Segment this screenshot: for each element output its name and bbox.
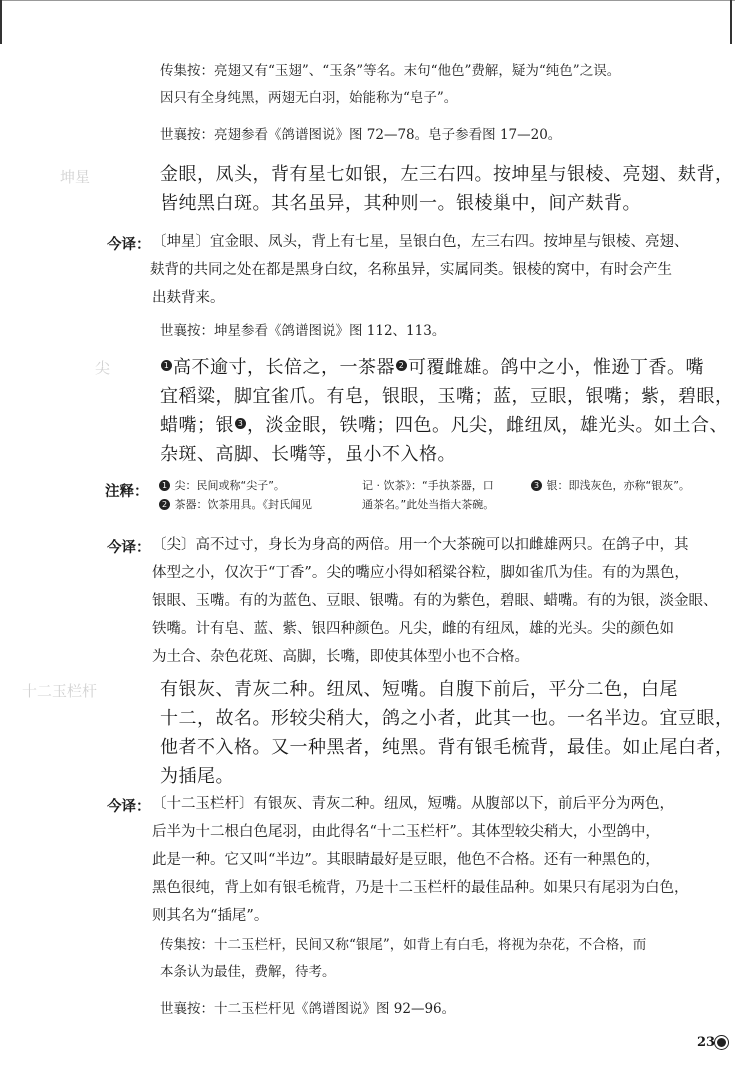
translation-line: 黑色很纯，背上如有银毛梳背，乃是十二玉栏杆的最佳品种。如果只有尾羽为白色， <box>152 880 689 896</box>
footnote-marker: 3 <box>235 418 246 429</box>
footnote-2-continued: 通茶名。”此处当指大茶碗。 <box>362 498 495 511</box>
translation-line: 体型之小，仅次于“丁香”。尖的嘴应小得如稻粱谷粒，脚如雀爪为佳。有的为黑色， <box>152 565 689 581</box>
translation-line: 〔尖〕高不过寸，身长为身高的两倍。用一个大茶碗可以扣雌雄两只。在鸽子中，其 <box>152 537 689 553</box>
original-line: 为插尾。 <box>160 766 234 787</box>
original-text-shier-yulangan <box>160 675 734 791</box>
translation-line: 〔坤星〕宜金眼、凤头，背上有七星，呈银白色，左三右四。按坤星与银棱、亮翅、 <box>152 234 689 250</box>
original-line: 皆纯黑白斑。其名虽异，其种则一。银棱巢中，间产麸背。 <box>160 193 641 214</box>
translation-line: 银眼、玉嘴。有的为蓝色、豆眼、银嘴。有的为紫色，碧眼、蜡嘴。有的为银，淡金眼、 <box>152 593 718 609</box>
original-text-jian <box>160 353 734 469</box>
translation-lead: 今译： <box>107 236 151 253</box>
page-top-border <box>0 0 735 1</box>
original-line: 他者不入格。又一种黑者，纯黑。背有银毛梳背，最佳。如止尾白者， <box>160 737 734 758</box>
original-line: 十二，故名。形较尖稍大，鸽之小者，此其一也。一名半边。宜豆眼， <box>160 708 734 729</box>
translation-line: 此是一种。它又叫“半边”。其眼睛最好是豆眼，他色不合格。还有一种黑色的， <box>152 852 660 868</box>
original-line: 金眼，凤头，背有星七如银，左三右四。按坤星与银棱、亮翅、麸背， <box>160 164 734 185</box>
commentary-shixiang-liangchi: 世襄按：亮翅参看《鸽谱图说》图 72—78。皂子参看图 17—20。 <box>160 127 562 143</box>
commentary-line: 传集按：亮翅又有“玉翅”、“玉条”等名。末句“他色”费解，疑为“纯色”之误。 <box>160 63 621 79</box>
commentary-shixiang-kunxing: 世襄按：坤星参看《鸽谱图说》图 112、113。 <box>160 323 446 339</box>
commentary-line: 本条认为最佳，费解，待考。 <box>160 964 336 980</box>
footnote-2-continued: 记 · 饮茶》：“手执茶器，口 <box>362 479 494 492</box>
original-line: 1 高不逾寸，长倍之，一茶器 2 可覆雌雄。鸽中之小，惟逊丁香。嘴 <box>160 353 734 382</box>
commentary-line: 因只有全身纯黑，两翅无白羽，始能称为“皂子”。 <box>160 90 458 106</box>
footnote-2: 2 茶器：饮茶用具。《封氏闻见 <box>158 496 312 514</box>
commentary-line: 传集按：十二玉栏杆，民间又称“银尾”，如背上有白毛，将视为杂花，不合格，而 <box>160 937 647 953</box>
original-line: 有银灰、青灰二种。纽凤、短嘴。自腹下前后，平分二色，白尾 <box>160 679 678 700</box>
translation-line: 后半为十二根白色尾羽，由此得名“十二玉栏杆”。其体型较尖稍大，小型鸽中， <box>152 824 660 840</box>
translation-line: 铁嘴。计有皂、蓝、紫、银四种颜色。凡尖，雌的有纽凤，雄的光头。尖的颜色如 <box>152 621 674 637</box>
footnote-marker: 1 <box>159 480 170 491</box>
commentary-shixiang-shier-yulangan: 世襄按：十二玉栏杆见《鸽谱图说》图 92—96。 <box>160 1001 456 1017</box>
footnote-marker: 3 <box>531 480 542 491</box>
footnote-marker: 1 <box>161 360 172 371</box>
translation-shier-yulangan <box>152 790 689 930</box>
commentary-chuanji-liangchi <box>160 58 620 112</box>
margin-heading-kunxing: 坤星 <box>60 168 91 186</box>
original-line: 杂斑、高脚、长嘴等，虽小不入格。 <box>160 444 456 465</box>
footnote-marker: 2 <box>159 499 170 510</box>
page-number: 23 <box>697 1035 716 1050</box>
original-line: 蜡嘴；银 3 ，淡金眼，铁嘴；四色。凡尖，雌纽凤，雄光头。如土合、 <box>160 415 728 436</box>
translation-line: 麸背的共同之处在都是黑身白纹，名称虽异，实属同类。银棱的窝中，有时会产生 <box>150 262 672 278</box>
footnote-1: 1 尖：民间或称“尖子”。 <box>158 477 285 495</box>
margin-heading-shier-yulangan: 十二玉栏杆 <box>22 682 98 700</box>
page-left-border <box>0 0 2 44</box>
original-line: 宜稻粱，脚宜雀爪。有皂，银眼，玉嘴；蓝，豆眼，银嘴；紫，碧眼， <box>160 386 734 407</box>
translation-line: 则其名为“插尾”。 <box>152 908 269 924</box>
page-right-border <box>730 0 732 44</box>
translation-lead: 今译： <box>107 539 151 556</box>
original-text-kunxing <box>160 160 734 218</box>
margin-heading-jian: 尖 <box>95 359 111 377</box>
page-marker-icon <box>717 1038 726 1047</box>
translation-line: 出麸背来。 <box>152 290 225 306</box>
translation-jian <box>152 531 718 671</box>
translation-line: 为土合、杂色花斑、高脚，长嘴，即使其体型小也不合格。 <box>152 649 529 665</box>
footnote-3: 3 银：即浅灰色，亦称“银灰”。 <box>530 477 690 495</box>
translation-line: 〔十二玉栏杆〕有银灰、青灰二种。纽凤，短嘴。从腹部以下，前后平分为两色， <box>152 796 674 812</box>
commentary-chuanji-shier-yulangan <box>160 932 646 986</box>
translation-kunxing <box>152 228 689 312</box>
translation-lead: 今译： <box>107 798 151 815</box>
footnote-marker: 2 <box>396 360 407 371</box>
footnote-lead: 注释： <box>105 483 149 500</box>
